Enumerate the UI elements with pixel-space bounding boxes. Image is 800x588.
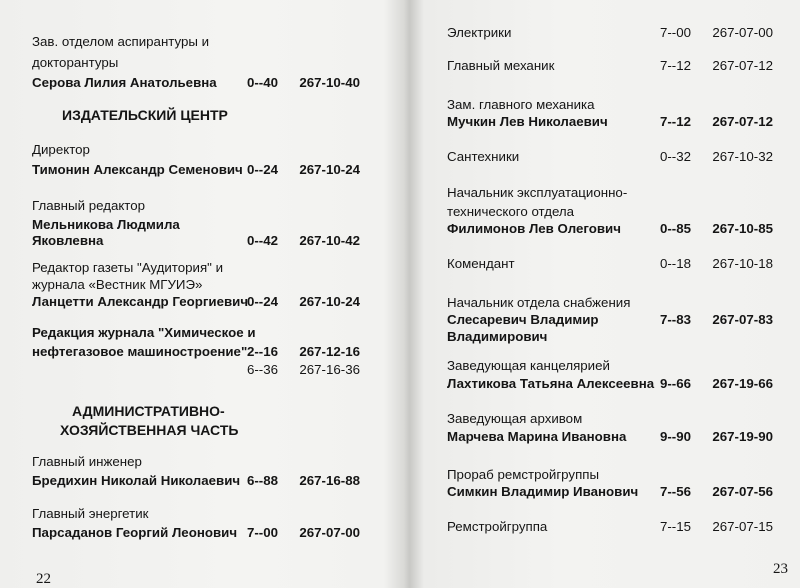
phone-number: 267-10-18 — [712, 256, 773, 271]
phone-number: 267-07-12 — [712, 58, 773, 73]
phone-number: 267-16-88 — [299, 473, 360, 488]
directory-line — [447, 148, 773, 166]
directory-line — [32, 161, 360, 179]
position-title: Заведующая архивом — [447, 411, 583, 426]
position-title: Заведующая канцелярией — [447, 358, 610, 373]
directory-line — [447, 483, 773, 501]
internal-extension: 7--15 — [659, 519, 691, 534]
position-title: Главный механик — [447, 58, 555, 73]
internal-extension: 7--00 — [246, 525, 278, 540]
position-title: Сантехники — [447, 149, 520, 164]
position-title: Редактор газеты "Аудитория" и — [32, 260, 224, 275]
directory-line — [32, 141, 360, 159]
position-title: Начальник отдела снабжения — [447, 295, 631, 310]
directory-line — [32, 276, 360, 294]
section-heading — [32, 421, 360, 439]
directory-line — [447, 255, 773, 273]
directory-line — [447, 96, 773, 114]
directory-line — [32, 324, 360, 342]
directory-line — [32, 197, 360, 215]
person-name: Мучкин Лев Николаевич — [447, 114, 608, 129]
phone-number: 267-16-36 — [299, 362, 360, 377]
directory-line — [32, 505, 360, 523]
phone-number: 267-07-15 — [712, 519, 773, 534]
directory-line — [32, 361, 360, 379]
person-name: Бредихин Николай Николаевич — [32, 473, 241, 488]
internal-extension: 0--42 — [246, 233, 278, 248]
internal-extension: 9--90 — [659, 429, 691, 444]
phone-number: 267-10-24 — [299, 294, 360, 309]
internal-extension: 7--12 — [659, 58, 691, 73]
section-heading — [32, 106, 360, 124]
directory-line — [447, 357, 773, 375]
directory-line — [32, 259, 360, 277]
directory-line — [32, 33, 360, 51]
position-title: Главный редактор — [32, 198, 146, 213]
person-name: нефтегазовое машиностроение" — [32, 344, 248, 359]
position-title: Директор — [32, 142, 90, 157]
phone-number: 267-10-32 — [712, 149, 773, 164]
position-title: Ремстройгруппа — [447, 519, 548, 534]
directory-line — [32, 74, 360, 92]
directory-line — [447, 328, 773, 346]
page-number: 22 — [36, 571, 51, 587]
internal-extension: 7--56 — [659, 484, 691, 499]
internal-extension: 7--00 — [659, 25, 691, 40]
position-title: Главный инженер — [32, 454, 142, 469]
position-title: журнала «Вестник МГУИЭ» — [32, 277, 203, 292]
directory-line — [32, 232, 360, 250]
phone-number: 267-07-83 — [712, 312, 773, 327]
person-name: Тимонин Александр Семенович — [32, 162, 243, 177]
directory-line — [447, 24, 773, 42]
right-page — [405, 0, 800, 585]
person-name: Слесаревич Владимир — [447, 312, 599, 327]
directory-line — [447, 57, 773, 75]
left-page — [0, 0, 400, 585]
internal-extension: 0--18 — [659, 256, 691, 271]
directory-line — [32, 343, 360, 361]
person-name: Мельникова Людмила — [32, 217, 180, 232]
directory-line — [447, 518, 773, 536]
position-title: Зам. главного механика — [447, 97, 595, 112]
phone-number: 267-19-90 — [712, 429, 773, 444]
person-name: Марчева Марина Ивановна — [447, 429, 627, 444]
position-title: Главный энергетик — [32, 506, 149, 521]
position-title: Комендант — [447, 256, 515, 271]
phone-number: 267-07-12 — [712, 114, 773, 129]
person-name: Лахтикова Татьяна Алексеевна — [447, 376, 655, 391]
directory-line — [447, 428, 773, 446]
phone-number: 267-07-00 — [299, 525, 360, 540]
person-name: Ланцетти Александр Георгиевич — [32, 294, 249, 309]
directory-line — [447, 203, 773, 221]
position-title: Прораб ремстройгруппы — [447, 467, 600, 482]
internal-extension: 0--32 — [659, 149, 691, 164]
directory-line — [32, 54, 360, 72]
directory-line — [32, 293, 360, 311]
phone-number: 267-10-42 — [299, 233, 360, 248]
phone-number: 267-10-40 — [299, 75, 360, 90]
internal-extension: 6--88 — [246, 473, 278, 488]
person-name: Редакция журнала "Химическое и — [32, 325, 256, 340]
directory-line — [447, 184, 773, 202]
internal-extension: 9--66 — [659, 376, 691, 391]
position-title: Зав. отделом аспирантуры и — [32, 34, 210, 49]
position-title: докторантуры — [32, 55, 119, 70]
internal-extension: 0--24 — [246, 162, 278, 177]
person-name: Яковлевна — [32, 233, 104, 248]
directory-line — [447, 294, 773, 312]
internal-extension: 7--12 — [659, 114, 691, 129]
directory-line — [447, 113, 773, 131]
heading-text: ИЗДАТЕЛЬСКИЙ ЦЕНТР — [62, 107, 228, 123]
directory-line — [447, 410, 773, 428]
heading-text: ХОЗЯЙСТВЕННАЯ ЧАСТЬ — [60, 422, 239, 438]
person-name: Филимонов Лев Олегович — [447, 221, 621, 236]
person-name: Парсаданов Георгий Леонович — [32, 525, 238, 540]
phone-number: 267-07-56 — [712, 484, 773, 499]
person-name: Владимирович — [447, 329, 548, 344]
directory-line — [447, 220, 773, 238]
heading-text: АДМИНИСТРАТИВНО- — [72, 403, 225, 419]
phone-number: 267-12-16 — [299, 344, 360, 359]
internal-extension: 7--83 — [659, 312, 691, 327]
directory-line — [32, 524, 360, 542]
directory-line — [32, 472, 360, 490]
directory-line — [447, 375, 773, 393]
person-name: Симкин Владимир Иванович — [447, 484, 639, 499]
directory-line — [447, 466, 773, 484]
phone-number: 267-19-66 — [712, 376, 773, 391]
position-title: Электрики — [447, 25, 512, 40]
position-title: технического отдела — [447, 204, 575, 219]
internal-extension: 0--24 — [246, 294, 278, 309]
position-title: Начальник эксплуатационно- — [447, 185, 628, 200]
directory-line — [447, 311, 773, 329]
internal-extension: 0--85 — [659, 221, 691, 236]
internal-extension: 2--16 — [246, 344, 278, 359]
internal-extension: 6--36 — [246, 362, 278, 377]
internal-extension: 0--40 — [246, 75, 278, 90]
directory-line — [32, 453, 360, 471]
phone-number: 267-10-85 — [712, 221, 773, 236]
phone-number: 267-07-00 — [712, 25, 773, 40]
person-name: Серова Лилия Анатольевна — [32, 75, 217, 90]
section-heading — [32, 402, 360, 420]
phone-number: 267-10-24 — [299, 162, 360, 177]
page-number: 23 — [773, 561, 788, 577]
